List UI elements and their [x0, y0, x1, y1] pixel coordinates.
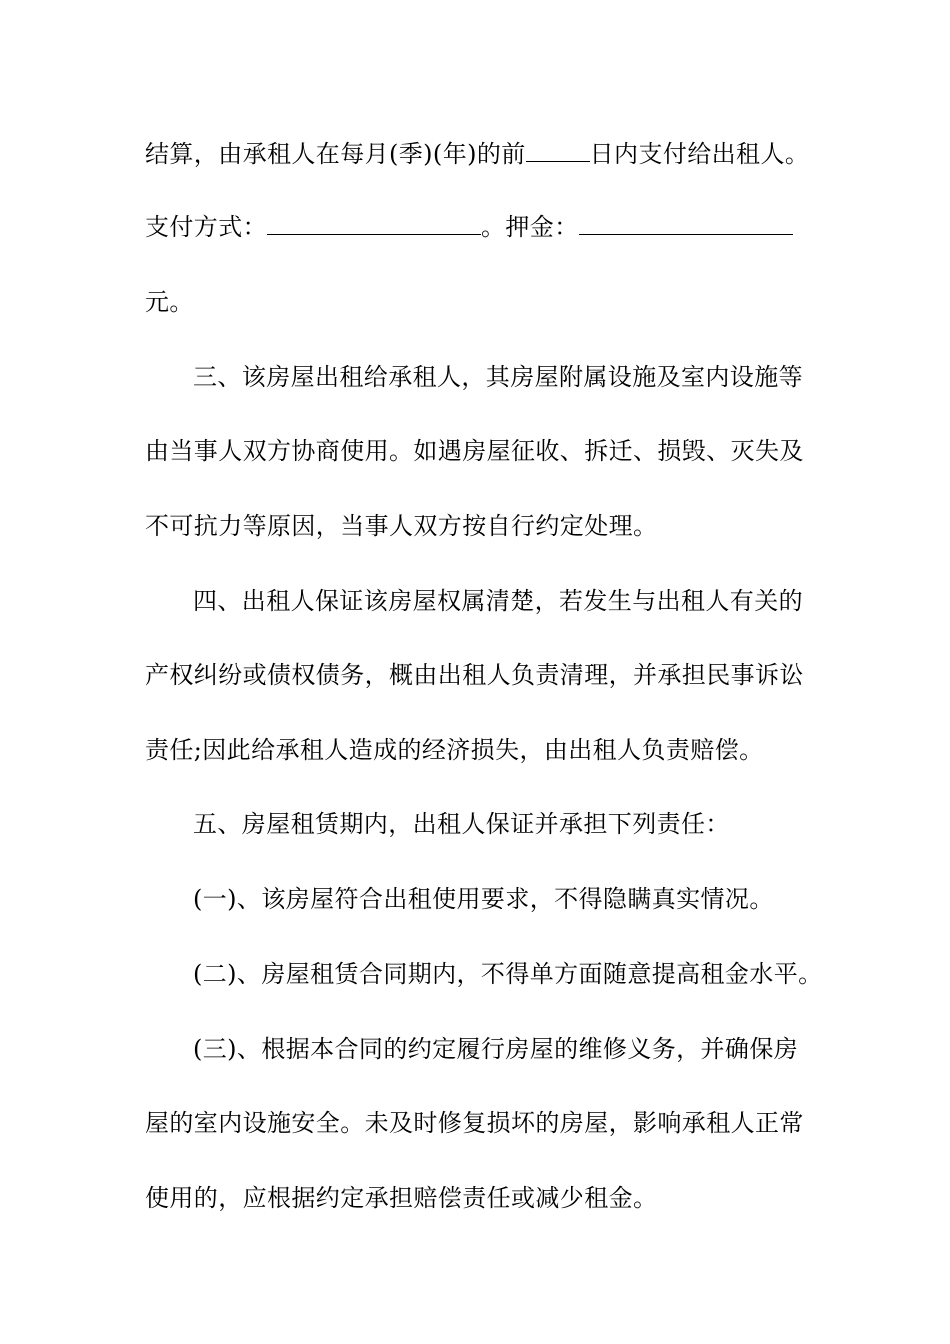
deposit-label: 。押金：: [481, 213, 579, 241]
clause-4-line-1: 四、出租人保证该房屋权属清楚，若发生与出租人有关的: [193, 587, 803, 615]
payment-method-blank[interactable]: [267, 212, 481, 235]
settlement-line: [145, 138, 809, 170]
clause-5-item-3-line-1: (三)、根据本合同的约定履行房屋的维修义务，并确保房: [193, 1035, 799, 1063]
clause-5-item-1: (一)、该房屋符合出租使用要求，不得隐瞒真实情况。: [193, 885, 774, 913]
clause-3-line-2: 由当事人双方协商使用。如遇房屋征收、拆迁、损毁、灭失及: [145, 437, 804, 465]
settlement-text-before: 结算，由承租人在每月(季)(年)的前: [145, 140, 526, 168]
clause-5-item-2: (二)、房屋租赁合同期内，不得单方面随意提高租金水平。: [193, 960, 823, 988]
clause-4-line-3: 责任;因此给承租人造成的经济损失，由出租人负责赔偿。: [145, 736, 764, 764]
settlement-text-after: 日内支付给出租人。: [589, 140, 810, 168]
clause-5-heading: 五、房屋租赁期内，出租人保证并承担下列责任：: [193, 810, 730, 838]
currency-unit-line: 元。: [145, 288, 194, 316]
payment-method-line: [145, 211, 793, 243]
payment-days-blank[interactable]: [526, 139, 590, 162]
deposit-amount-blank[interactable]: [579, 212, 793, 235]
clause-5-item-3-line-3: 使用的，应根据约定承担赔偿责任或减少租金。: [145, 1184, 658, 1212]
clause-3-line-1: 三、该房屋出租给承租人，其房屋附属设施及室内设施等: [193, 363, 803, 391]
clause-4-line-2: 产权纠纷或债权债务，概由出租人负责清理，并承担民事诉讼: [145, 661, 804, 689]
payment-method-label: 支付方式：: [145, 213, 267, 241]
clause-3-line-3: 不可抗力等原因，当事人双方按自行约定处理。: [145, 512, 658, 540]
clause-5-item-3-line-2: 屋的室内设施安全。未及时修复损坏的房屋，影响承租人正常: [145, 1109, 804, 1137]
